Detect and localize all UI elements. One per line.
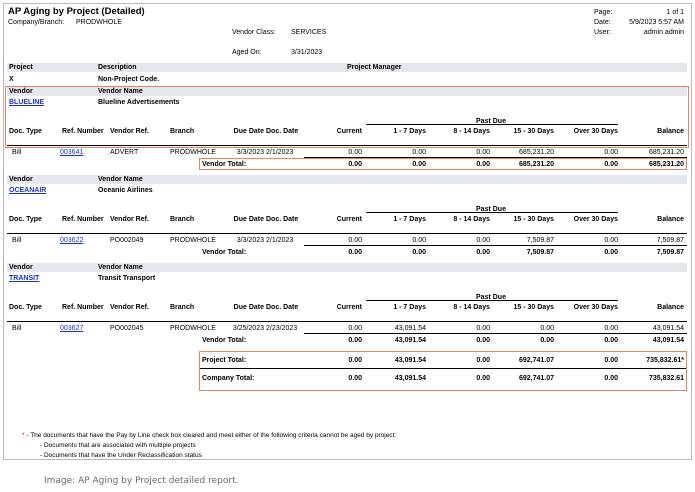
column-header: Ref. Number — [62, 216, 104, 223]
project-total-cell: 735,832.61* — [646, 357, 684, 364]
project-description: Non-Project Code. — [98, 76, 160, 83]
column-header: Vendor Ref. — [110, 216, 149, 223]
project-total-cell: 0.00 — [476, 357, 490, 364]
footnote-item: - Documents that are associated with multiple projects — [40, 442, 196, 449]
vendor-class-label: Vendor Class: — [232, 29, 276, 36]
detail-cell: 685,231.20 — [648, 149, 684, 156]
vendor-total-label: Vendor Total: — [202, 249, 247, 256]
report-title: AP Aging by Project (Detailed) — [8, 6, 145, 17]
column-header: Branch — [170, 304, 195, 311]
ref-number-link[interactable]: 003627 — [60, 325, 84, 332]
company-total-cell: 735,832.61 — [648, 375, 684, 382]
project-manager-label: Project Manager — [347, 64, 402, 71]
company-total-cell: 692,741.07 — [518, 375, 554, 382]
column-header: Doc. Type — [9, 216, 42, 223]
detail-cell: 0.00 — [412, 237, 426, 244]
column-header: Branch — [170, 128, 195, 135]
detail-cell: PO002045 — [110, 325, 144, 332]
image-caption: Image: AP Aging by Project detailed report. — [44, 476, 239, 486]
column-header: Current — [336, 304, 362, 311]
detail-cell: 0.00 — [476, 237, 490, 244]
totals-divider — [200, 368, 686, 369]
report-page — [3, 3, 692, 460]
vendor-class-value: SERVICES — [291, 29, 327, 36]
detail-cell: PRODWHOLE — [170, 237, 216, 244]
detail-cell: 0.00 — [348, 149, 362, 156]
vendor-label: Vendor — [9, 176, 33, 183]
past-due-label: Past Due — [476, 294, 506, 301]
column-header: Ref. Number — [62, 304, 104, 311]
vendor-total-cell: 7,509.87 — [656, 249, 684, 256]
column-header: 1 - 7 Days — [393, 304, 426, 311]
detail-cell: PRODWHOLE — [170, 325, 216, 332]
vendor-total-cell: 0.00 — [604, 161, 618, 168]
column-header: Due Date — [233, 128, 264, 135]
page-value: 1 of 1 — [666, 9, 684, 16]
company-total-label: Company Total: — [202, 375, 255, 382]
detail-cell: Bill — [12, 237, 22, 244]
column-header: Doc. Type — [9, 304, 42, 311]
column-header: 8 - 14 Days — [453, 216, 490, 223]
detail-cell: 0.00 — [476, 149, 490, 156]
column-header: 8 - 14 Days — [453, 128, 490, 135]
project-total-cell: 692,741.07 — [518, 357, 554, 364]
column-header: Doc. Date — [266, 216, 299, 223]
vendor-name: Transit Transport — [98, 275, 156, 282]
vendor-total-cell: 0.00 — [604, 337, 618, 344]
column-header: 15 - 30 Days — [513, 216, 554, 223]
column-header: Over 30 Days — [573, 216, 618, 223]
column-header: Balance — [657, 216, 684, 223]
detail-cell: 2/1/2023 — [266, 149, 294, 156]
footnote-item: - Documents that have the Under Reclassification status — [40, 452, 202, 459]
vendor-total-cell: 0.00 — [476, 249, 490, 256]
detail-cell: 2/23/2023 — [266, 325, 298, 332]
column-header: Current — [336, 128, 362, 135]
project-value: X — [9, 76, 14, 83]
detail-cell: 0.00 — [604, 237, 618, 244]
header-rule — [7, 233, 687, 234]
vendor-total-rule — [304, 245, 687, 246]
vendor-total-cell: 0.00 — [348, 161, 362, 168]
aged-on-label: Aged On: — [232, 49, 262, 56]
vendor-name: Blueline Advertisements — [98, 99, 180, 106]
date-value: 5/9/2023 5:57 AM — [629, 19, 684, 26]
past-due-label: Past Due — [476, 206, 506, 213]
detail-cell: 0.00 — [540, 325, 554, 332]
column-header: Ref. Number — [62, 128, 104, 135]
vendor-total-cell: 685,231.20 — [518, 161, 554, 168]
column-header: 1 - 7 Days — [393, 128, 426, 135]
column-header: Current — [336, 216, 362, 223]
project-total-cell: 0.00 — [604, 357, 618, 364]
vendor-name: Oceanic Airlines — [98, 187, 153, 194]
column-header: Balance — [657, 304, 684, 311]
past-due-rule — [366, 212, 618, 213]
vendor-total-cell: 0.00 — [540, 337, 554, 344]
vendor-name-label: Vendor Name — [98, 88, 143, 95]
past-due-rule — [366, 300, 618, 301]
detail-cell: 0.00 — [412, 149, 426, 156]
column-header: 8 - 14 Days — [453, 304, 490, 311]
footnote-text: - The documents that have the Pay by Line check box cleared and meet either of the following criteria cannot be aged by project: — [24, 432, 397, 439]
vendor-total-cell: 7,509.87 — [526, 249, 554, 256]
vendor-code-link[interactable]: TRANSIT — [9, 275, 40, 282]
project-total-cell: 43,091.54 — [394, 357, 426, 364]
column-header: Doc. Date — [266, 304, 299, 311]
footnote-star: * — [22, 432, 25, 439]
user-value: admin admin — [643, 29, 684, 36]
column-header: Doc. Type — [9, 128, 42, 135]
detail-cell: 0.00 — [604, 149, 618, 156]
column-header: 15 - 30 Days — [513, 128, 554, 135]
vendor-label: Vendor — [9, 264, 33, 271]
vendor-total-label: Vendor Total: — [202, 337, 247, 344]
ref-number-link[interactable]: 003622 — [60, 237, 84, 244]
vendor-code-link[interactable]: OCEANAIR — [9, 187, 47, 194]
company-total-cell: 0.00 — [348, 375, 362, 382]
footnote — [22, 431, 396, 440]
column-header: 1 - 7 Days — [393, 216, 426, 223]
column-header: Balance — [657, 128, 684, 135]
aged-on-value: 3/31/2023 — [291, 49, 323, 56]
column-header: Over 30 Days — [573, 128, 618, 135]
column-header: Over 30 Days — [573, 304, 618, 311]
column-header: Doc. Date — [266, 128, 299, 135]
detail-cell: 3/3/2023 — [236, 237, 264, 244]
vendor-total-cell: 0.00 — [348, 337, 362, 344]
detail-cell: PO002049 — [110, 237, 144, 244]
header-rule — [7, 145, 687, 146]
project-label: Project — [9, 64, 33, 71]
column-header: Due Date — [233, 216, 264, 223]
page-label: Page: — [594, 9, 613, 16]
detail-cell: Bill — [12, 325, 22, 332]
vendor-name-label: Vendor Name — [98, 264, 143, 271]
company-total-cell: 0.00 — [604, 375, 618, 382]
detail-cell: ADVERT — [110, 149, 139, 156]
detail-cell: 3/25/2023 — [232, 325, 264, 332]
detail-cell: 0.00 — [476, 325, 490, 332]
detail-cell: 7,509.87 — [526, 237, 554, 244]
company-total-cell: 43,091.54 — [394, 375, 426, 382]
past-due-label: Past Due — [476, 118, 506, 125]
detail-cell: 2/1/2023 — [266, 237, 294, 244]
vendor-total-cell: 0.00 — [476, 337, 490, 344]
vendor-total-cell: 0.00 — [412, 161, 426, 168]
company-total-cell: 0.00 — [476, 375, 490, 382]
vendor-total-label: Vendor Total: — [202, 161, 247, 168]
column-header: Vendor Ref. — [110, 128, 149, 135]
detail-cell: 43,091.54 — [394, 325, 426, 332]
vendor-total-cell: 685,231.20 — [648, 161, 684, 168]
column-header: 15 - 30 Days — [513, 304, 554, 311]
detail-cell: PRODWHOLE — [170, 149, 216, 156]
detail-cell: 0.00 — [348, 237, 362, 244]
vendor-total-cell: 0.00 — [348, 249, 362, 256]
vendor-code-link[interactable]: BLUELINE — [9, 99, 44, 106]
vendor-total-cell: 0.00 — [604, 249, 618, 256]
vendor-total-cell: 0.00 — [476, 161, 490, 168]
ref-number-link[interactable]: 003641 — [60, 149, 84, 156]
user-label: User: — [594, 29, 611, 36]
column-header: Vendor Ref. — [110, 304, 149, 311]
project-total-label: Project Total: — [202, 357, 247, 364]
column-header: Due Date — [233, 304, 264, 311]
detail-cell: 7,509.87 — [656, 237, 684, 244]
detail-cell: 0.00 — [348, 325, 362, 332]
vendor-total-cell: 0.00 — [412, 249, 426, 256]
company-value: PRODWHOLE — [76, 19, 122, 26]
date-label: Date: — [594, 19, 611, 26]
detail-cell: 43,091.54 — [652, 325, 684, 332]
detail-cell: Bill — [12, 149, 22, 156]
vendor-total-rule — [304, 333, 687, 334]
company-label: Company/Branch: — [8, 19, 65, 26]
vendor-name-label: Vendor Name — [98, 176, 143, 183]
vendor-total-cell: 43,091.54 — [394, 337, 426, 344]
past-due-rule — [366, 124, 618, 125]
project-total-cell: 0.00 — [348, 357, 362, 364]
detail-cell: 685,231.20 — [518, 149, 554, 156]
detail-cell: 0.00 — [604, 325, 618, 332]
header-rule — [7, 321, 687, 322]
vendor-total-cell: 43,091.54 — [652, 337, 684, 344]
column-header: Branch — [170, 216, 195, 223]
detail-cell: 3/3/2023 — [236, 149, 264, 156]
description-label: Description — [98, 64, 137, 71]
vendor-label: Vendor — [9, 88, 33, 95]
